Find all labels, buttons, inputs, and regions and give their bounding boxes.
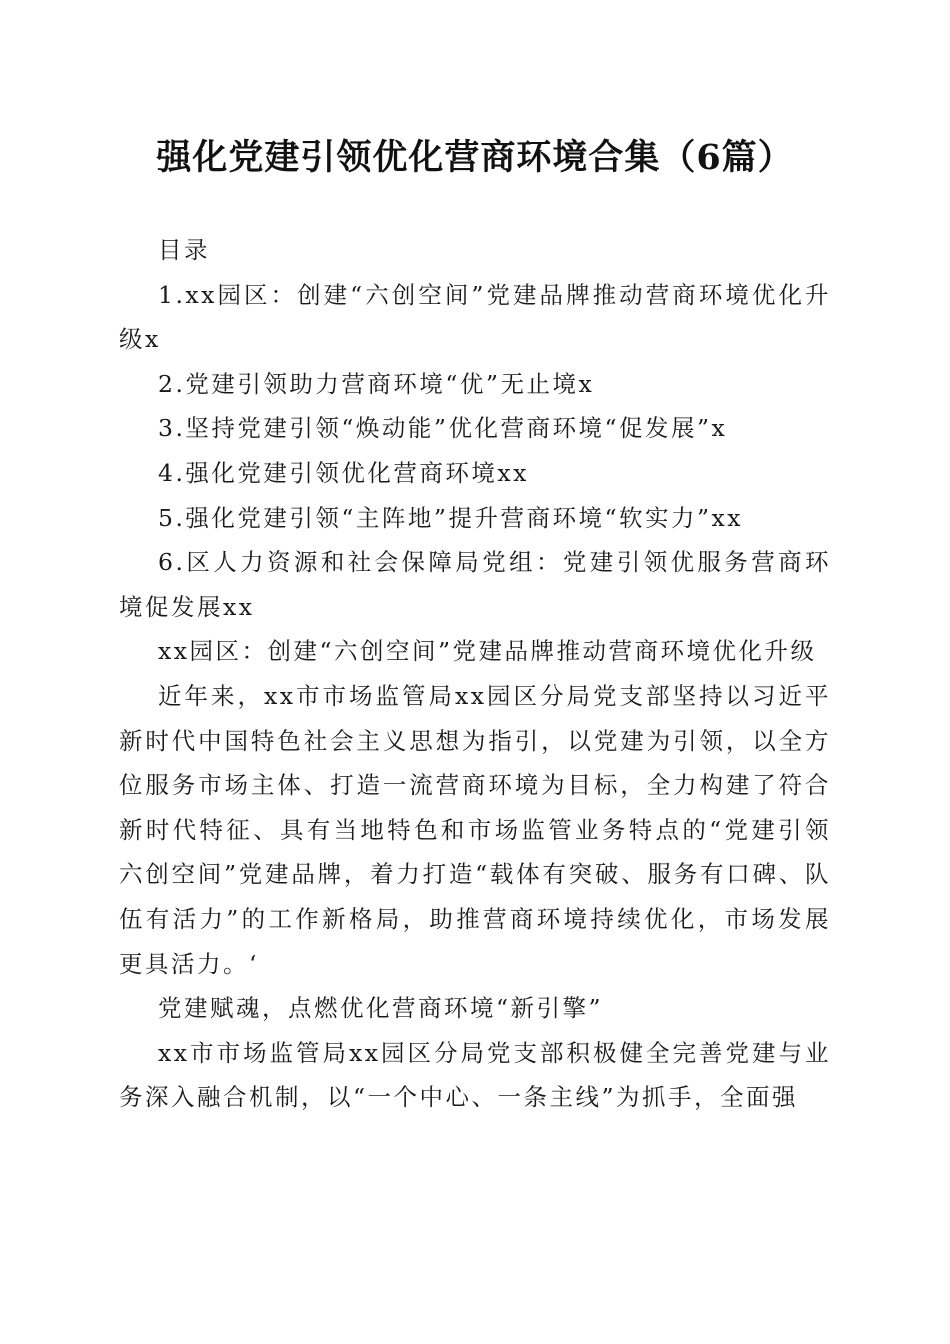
- toc-item-4: 4.强化党建引领优化营商环境xx: [158, 458, 529, 487]
- document-body: [119, 228, 831, 1120]
- toc-item-1: 1.xx园区：创建“六创空间”党建品牌推动营商环境优化升级x: [119, 280, 831, 354]
- toc-item-6: 6.区人力资源和社会保障局党组：党建引领优服务营商环境促发展xx: [119, 548, 831, 621]
- document-title: 强化党建引领优化营商环境合集（6篇）: [156, 137, 794, 178]
- toc-item-2: 2.党建引领助力营商环境“优”无止境x: [158, 369, 595, 398]
- toc-item-5: 5.强化党建引领“主阵地”提升营商环境“软实力”xx: [158, 503, 743, 532]
- section-heading: 党建赋魂，点燃优化营商环境“新引擎”: [158, 994, 604, 1023]
- article-title: xx园区：创建“六创空间”党建品牌推动营商环境优化升级: [158, 637, 817, 666]
- toc-item-3: 3.坚持党建引领“焕动能”优化营商环境“促发展”x: [158, 414, 728, 443]
- paragraph-2: xx市市场监管局xx园区分局党支部积极健全完善党建与业务深入融合机制，以“一个中心、一条主线”为抓手，全面强: [119, 1038, 831, 1112]
- paragraph-1: 近年来，xx市市场监管局xx园区分局党支部坚持以习近平新时代中国特色社会主义思想为指引，以党建为引领，以全方位服务市场主体、打造一流营商环境为目标，全力构建了符合新时代特征、具有当地特色和市场监管业务特点的“党建引领六创空间”党建品牌，着力打造“载体有突破、服务有口碑、队伍有活力”的工作新格局，助推营商环境持续优化，市场发展更具活力。‘: [119, 681, 831, 978]
- toc-heading: 目录: [158, 236, 210, 264]
